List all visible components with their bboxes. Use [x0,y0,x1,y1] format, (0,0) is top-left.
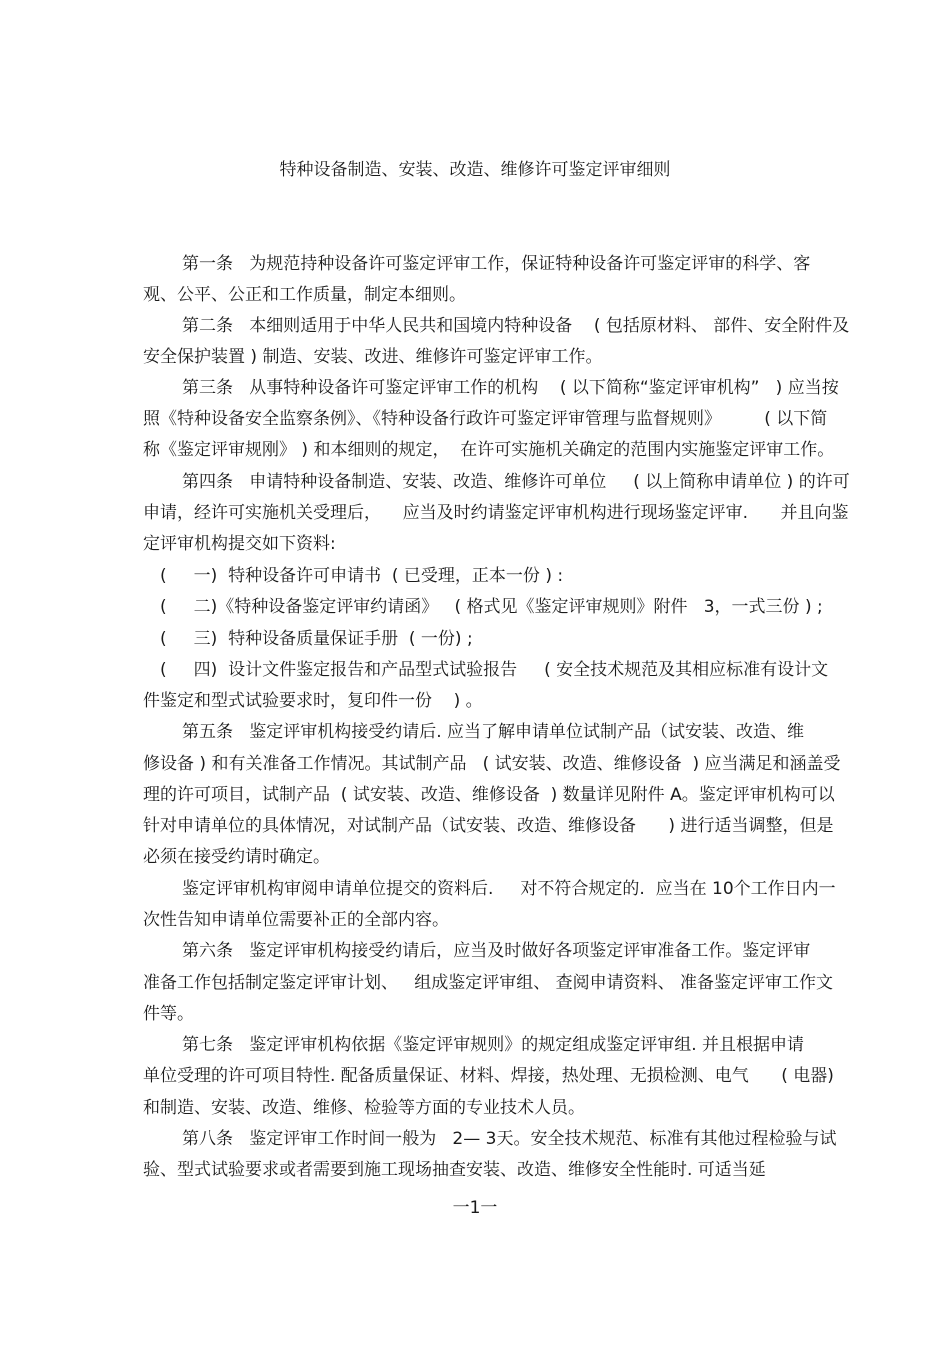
text-line: 第七条 鉴定评审机构依据《鉴定评审规则》的规定组成鉴定评审组. 并且根据申请 [182,1035,805,1055]
text-line: 第八条 鉴定评审工作时间一般为 2— 3天。安全技术规范、标准有其他过程检验与试 [182,1129,837,1149]
text-line: 安全保护装置 ) 制造、安装、改进、维修许可鉴定评审工作。 [143,347,603,367]
text-line: 第四条 申请特种设备制造、安装、改造、维修许可单位 ( 以上简称申请单位 ) 的许可 [182,472,850,492]
text-line: 验、型式试验要求或者需要到施工现场抽查安装、改造、维修安全性能时. 可适当延 [143,1160,766,1180]
text-line: 修设备 ) 和有关准备工作情况。其试制产品 ( 试安装、改造、维修设备 ) 应当满足和涵盖受 [143,754,841,774]
text-line: 第一条 为规范持种设备许可鉴定评审工作，保证特种设备许可鉴定评审的科学、客 [182,254,811,274]
text-line: 申请，经许可实施机关受理后， 应当及时约请鉴定评审机构进行现场鉴定评审. 并且向鉴 [143,503,849,523]
text-line: 定评审机构提交如下资料: [143,534,336,554]
text-line: 第二条 本细则适用于中华人民共和国境内特种设备 ( 包括原材料、 部件、安全附件及 [182,316,850,336]
text-line: 件等。 [143,1004,194,1024]
text-line: 称《鉴定评审规刚》 ) 和本细则的规定， 在许可实施机关确定的范围内实施鉴定评审工作。 [143,440,835,460]
text-line: 针对申请单位的具体情况，对试制产品（试安装、改造、维修设备 ) 进行适当调整，但是 [143,816,834,836]
text-line: ( 四) 设计文件鉴定报告和产品型式试验报告 ( 安全技术规范及其相应标准有设计文 [160,660,829,680]
text-line: 和制造、安装、改造、维修、检验等方面的专业技术人员。 [143,1098,585,1118]
text-line: 观、公平、公正和工作质量，制定本细则。 [143,285,466,305]
text-line: 次性告知申请单位需要补正的全部内容。 [143,910,449,930]
text-line: ( 一) 特种设备许可申请书 ( 已受理，正本一份 ) : [160,566,564,586]
text-line: 单位受理的许可项目特性. 配备质量保证、材料、焊接，热处理、无损检测、电气 ( 电器) [143,1066,834,1086]
text-line: 第六条 鉴定评审机构接受约请后，应当及时做好各项鉴定评审准备工作。鉴定评审 [182,941,811,961]
text-line: 理的许可项目，试制产品 ( 试安装、改造、维修设备 ) 数量详见附件 A。鉴定评审机构可以 [143,785,835,805]
text-line: 鉴定评审机构审阅申请单位提交的资料后. 对不符合规定的. 应当在 10个工作日内一 [182,879,836,899]
text-line: ( 二)《特种设备鉴定评审约请函》 ( 格式见《鉴定评审规则》附件 3，一式三份 ) ; [160,597,823,617]
text-line: 第三条 从事特种设备许可鉴定评审工作的机构 ( 以下简称“鉴定评审机构” ) 应当按 [182,378,839,398]
text-line: ( 三) 特种设备质量保证手册 ( 一份) ; [160,629,473,649]
page-number: 一1一 [452,1198,498,1218]
document-title: 特种设备制造、安装、改造、维修许可鉴定评审细则 [279,160,671,180]
text-line: 第五条 鉴定评审机构接受约请后. 应当了解申请单位试制产品（试安装、改造、维 [182,722,805,742]
text-line: 件鉴定和型式试验要求时，复印件一份 ) 。 [143,691,483,711]
text-line: 照《特种设备安全监察条例》、《特种设备行政许可鉴定评审管理与监督规则》 ( 以下简 [143,409,828,429]
text-line: 准备工作包括制定鉴定评审计划、 组成鉴定评审组、 查阅申请资料、 准备鉴定评审工作文 [143,973,834,993]
text-line: 必须在接受约请时确定。 [143,847,330,867]
